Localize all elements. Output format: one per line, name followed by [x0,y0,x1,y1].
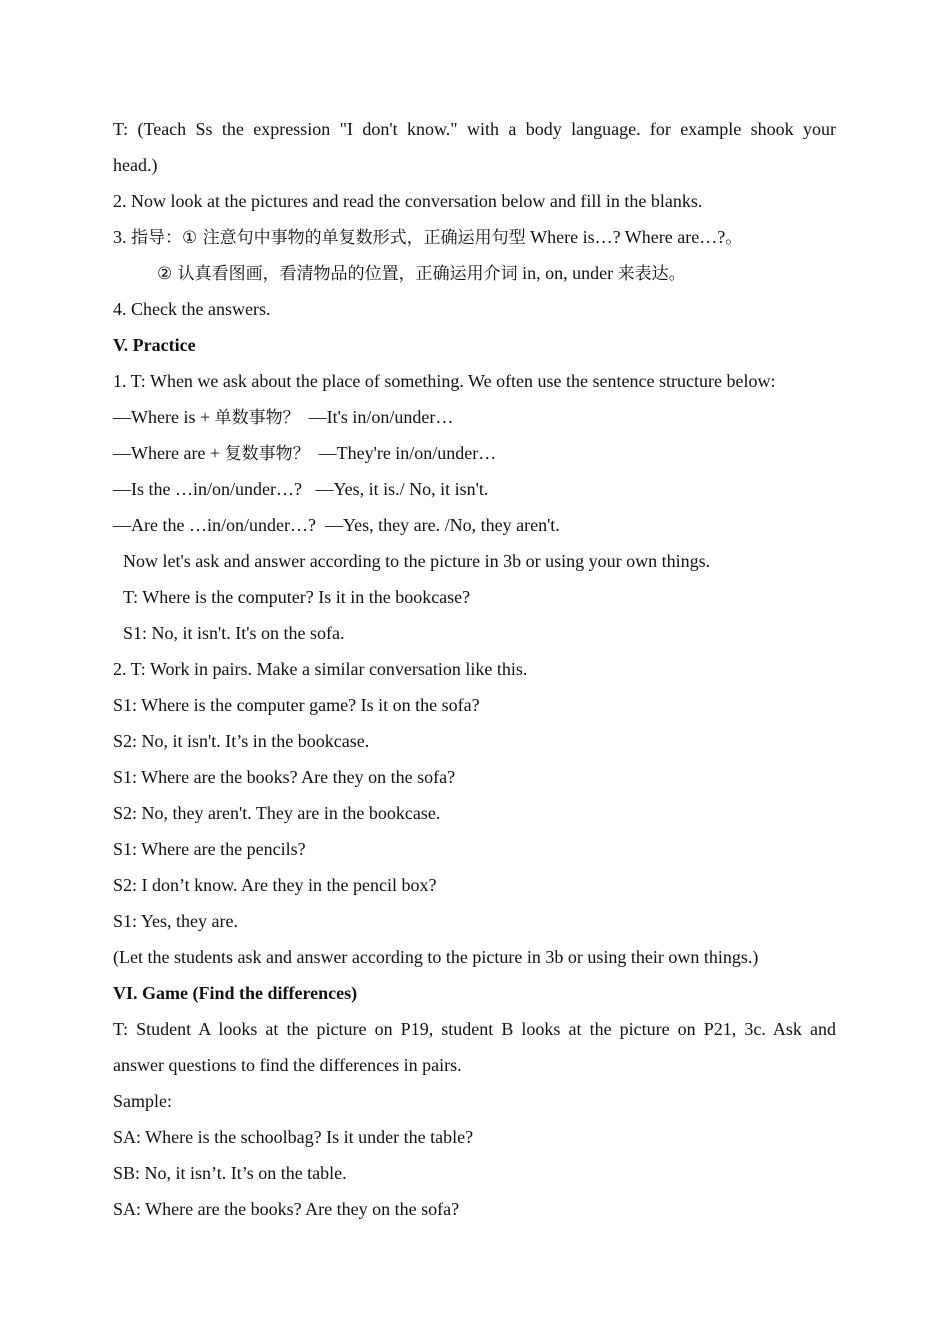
game-instruction-line-1: T: Student A looks at the picture on P19, student B looks at the picture on P21, 3c. Ask and [113,1019,836,1039]
pattern-is-the: —Is the …in/on/under…? —Yes, it is./ No, it isn't. [113,479,489,499]
conversation-line-7: S1: Yes, they are. [113,911,238,931]
pattern-where-is-question: —Where is + [113,407,215,427]
pattern-where-are-cn: 复数事物？ [224,444,310,464]
conversation-line-5: S1: Where are the pencils? [113,839,306,859]
practice-closing-note: (Let the students ask and answer according to the picture in 3b or using their own things.) [113,947,759,967]
practice-example-student: S1: No, it isn't. It's on the sofa. [123,623,345,643]
pattern-where-are-question: —Where are + [113,443,225,463]
section-heading-practice: V. Practice [113,335,196,355]
step-3-guidance-2 [113,255,836,291]
step-3-guidance [113,219,836,255]
conversation-line-4: S2: No, they aren't. They are in the bookcase. [113,803,441,823]
sample-line-2: SB: No, it isn’t. It’s on the table. [113,1163,347,1183]
practice-note: Now let's ask and answer according to the picture in 3b or using your own things. [123,551,711,571]
step-3-number: 3. [113,227,131,247]
pattern-where-is [113,399,836,435]
practice-example-teacher: T: Where is the computer? Is it in the bookcase? [123,587,471,607]
conversation-line-1: S1: Where is the computer game? Is it on the sofa? [113,695,480,715]
step-3b-guidance-cn: ② 认真看图画，看清物品的位置，正确运用介词 [157,264,518,284]
conversation-line-6: S2: I don’t know. Are they in the pencil box? [113,875,437,895]
paragraph-teach-expression-line-2: head.) [113,155,158,175]
practice-step-2: 2. T: Work in pairs. Make a similar conversation like this. [113,659,528,679]
sample-label: Sample: [113,1091,172,1111]
pattern-where-are-answer: —They're in/on/under… [309,443,497,463]
pattern-where-are [113,435,836,471]
sample-line-1: SA: Where is the schoolbag? Is it under the table? [113,1127,474,1147]
step-3-period: 。 [725,228,743,248]
step-3b-prepositions: in, on, under [517,263,618,283]
paragraph-teach-expression-line-1: T: (Teach Ss the expression "I don't know." with a body language. for example shook your [113,119,836,139]
step-2-instruction: 2. Now look at the pictures and read the conversation below and fill in the blanks. [113,191,703,211]
document-page [113,111,836,1227]
step-3-sentence-pattern: Where is…? Where are…? [525,227,726,247]
step-4-check: 4. Check the answers. [113,299,271,319]
practice-step-1: 1. T: When we ask about the place of something. We often use the sentence structure below: [113,371,776,391]
pattern-are-the: —Are the …in/on/under…? —Yes, they are. /No, they aren't. [113,515,560,535]
step-3-guidance-cn: 指导：① 注意句中事物的单复数形式，正确运用句型 [131,228,526,248]
conversation-line-2: S2: No, it isn't. It’s in the bookcase. [113,731,370,751]
pattern-where-is-cn: 单数事物？ [214,408,300,428]
step-3b-guidance-end: 来表达。 [617,264,686,284]
section-heading-game: VI. Game (Find the differences) [113,983,358,1003]
game-instruction-line-2: answer questions to find the differences in pairs. [113,1055,462,1075]
conversation-line-3: S1: Where are the books? Are they on the sofa? [113,767,456,787]
sample-line-3: SA: Where are the books? Are they on the sofa? [113,1199,460,1219]
pattern-where-is-answer: —It's in/on/under… [299,407,454,427]
